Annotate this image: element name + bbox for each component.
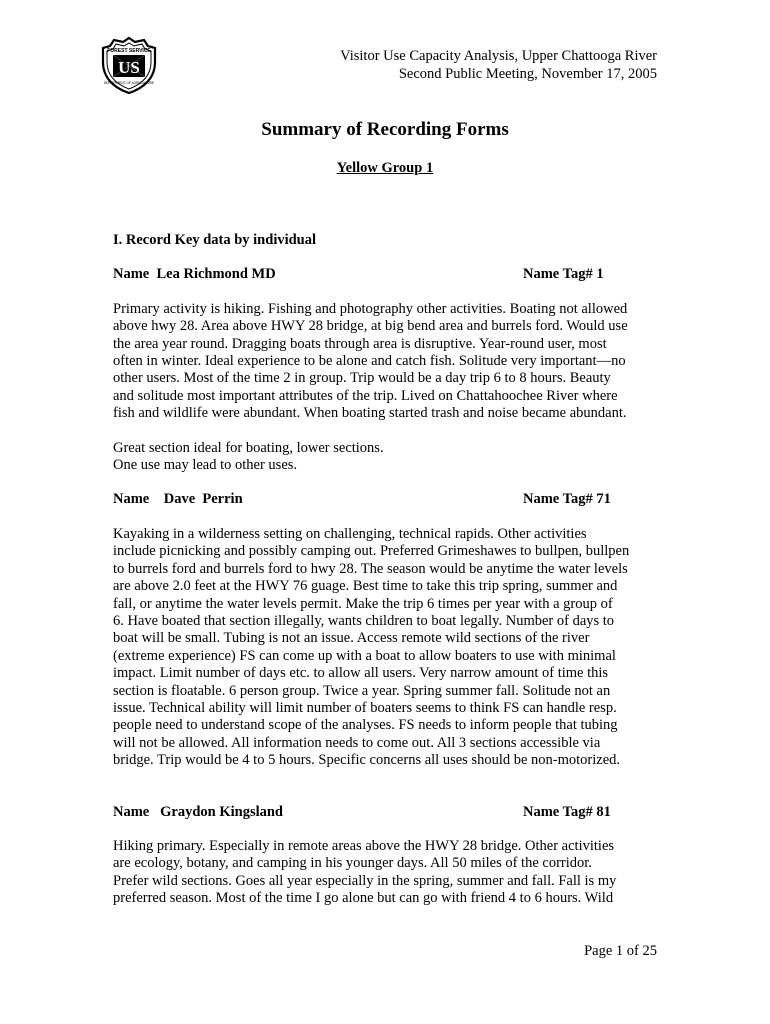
entry-name-row: [113, 804, 657, 821]
text-line: above hwy 28. Area above HWY 28 bridge, at big bend area and burrels ford. Would use: [113, 318, 628, 335]
text-line: Prefer wild sections. Goes all year especially in the spring, summer and fall. Fall is my: [113, 872, 617, 889]
entry-name-row: [113, 266, 657, 283]
text-line: bridge. Trip would be 4 to 5 hours. Specific concerns all uses should be non-motorized.: [113, 752, 621, 769]
entry-paragraph: [113, 526, 657, 770]
text-line: the area year round. Dragging boats through area is disruptive. Year-round user, most: [113, 335, 607, 352]
logo-top-text: FOREST SERVICE: [107, 48, 151, 54]
text-line: section is floatable. 6 person group. Twice a year. Spring summer fall. Solitude not an: [113, 682, 611, 699]
entry-name-tag: Name Tag# 81: [523, 803, 611, 820]
entry-name-row: [113, 491, 657, 508]
entry-name-tag: Name Tag# 71: [523, 491, 611, 508]
text-line: fish and wildlife were abundant. When boating started trash and noise became abundant.: [113, 405, 627, 422]
document-body: [113, 232, 657, 925]
text-line: preferred season. Most of the time I go alone but can go with friend 4 to 6 hours. Wild: [113, 890, 614, 907]
logo-bottom-text: DEPARTMENT OF AGRICULTURE: [103, 81, 155, 85]
entry-name: Name Graydon Kingsland: [113, 803, 283, 820]
text-line: 6. Have boated that section illegally, wants children to boat legally. Number of days to: [113, 612, 615, 629]
entry-paragraph: [113, 301, 657, 423]
text-line: are above 2.0 feet at the HWY 76 guage. Best time to take this trip spring, summer and: [113, 578, 618, 595]
entry-paragraph: [113, 838, 657, 908]
text-line: Kayaking in a wilderness setting on challenging, technical rapids. Other activities: [113, 525, 587, 542]
header-line-1: Visitor Use Capacity Analysis, Upper Chattooga River: [340, 48, 657, 64]
text-line: Great section ideal for boating, lower sections.: [113, 439, 384, 456]
page-number: Page 1 of 25: [584, 943, 657, 959]
page-subtitle: Yellow Group 1: [336, 160, 434, 176]
document-header: [340, 47, 657, 83]
text-line: people need to understand scope of the analyses. FS needs to inform people that tubing: [113, 717, 618, 734]
header-line-2: Second Public Meeting, November 17, 2005: [398, 66, 657, 82]
forest-service-shield-icon: [100, 36, 158, 94]
logo-center-text: US: [118, 58, 140, 77]
page-title: Summary of Recording Forms: [261, 119, 509, 140]
entry-name-tag: Name Tag# 1: [523, 266, 604, 283]
text-line: include picnicking and possibly camping out. Preferred Grimeshawes to bullpen, bullpen: [113, 543, 630, 560]
text-line: are ecology, botany, and camping in his younger days. All 50 miles of the corridor.: [113, 855, 592, 872]
entry-name: Name Dave Perrin: [113, 491, 243, 508]
text-line: and solitude most important attributes of the trip. Lived on Chattahoochee River where: [113, 387, 618, 404]
text-line: impact. Limit number of days etc. to allow all users. Very narrow amount of time this: [113, 665, 609, 682]
text-line: (extreme experience) FS can come up with a boat to allow boaters to use with minimal: [113, 647, 616, 664]
text-line: boat will be small. Tubing is not an issue. Access remote wild sections of the river: [113, 630, 590, 647]
text-line: often in winter. Ideal experience to be alone and catch fish. Solitude very important—no: [113, 353, 626, 370]
text-line: will not be allowed. All information needs to come out. All 3 sections accessible via: [113, 734, 601, 751]
text-line: fall, or anytime the water levels permit. Make the trip 6 times per year with a group of: [113, 595, 613, 612]
text-line: other users. Most of the time 2 in group. Trip would be a day trip 6 to 8 hours. Beauty: [113, 370, 611, 387]
text-line: One use may lead to other uses.: [113, 457, 298, 474]
section-heading: I. Record Key data by individual: [113, 232, 317, 248]
text-line: Primary activity is hiking. Fishing and photography other activities. Boating not allowed: [113, 300, 628, 317]
text-line: to burrels ford and burrels ford to hwy 28. The season would be anytime the water levels: [113, 560, 628, 577]
text-line: issue. Technical ability will limit number of boaters seems to think FS can handle resp.: [113, 699, 617, 716]
entry-name: Name Lea Richmond MD: [113, 266, 276, 283]
entry-paragraph: [113, 440, 657, 475]
text-line: Hiking primary. Especially in remote areas above the HWY 28 bridge. Other activities: [113, 837, 615, 854]
